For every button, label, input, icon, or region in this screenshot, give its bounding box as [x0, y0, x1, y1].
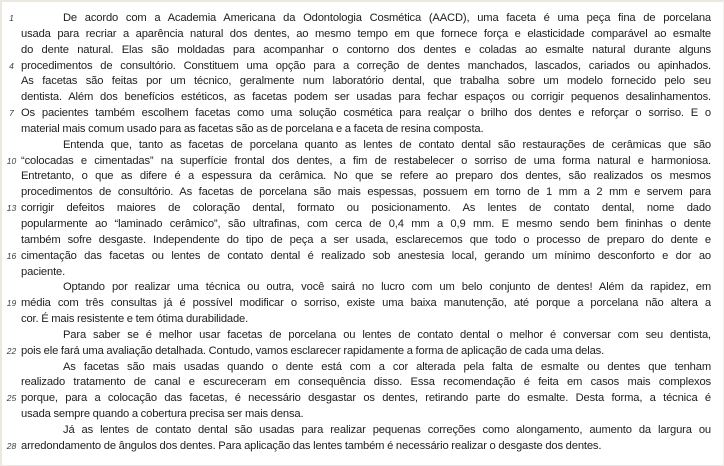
line-number: 1 — [9, 13, 14, 23]
text-line — [2, 90, 711, 106]
line-text: dentista. Além dos benefícios estéticos, as facetas podem ser usadas para fechar espaços ou corrigir pequenos desalinhamentos. — [21, 91, 711, 104]
text-line — [2, 201, 711, 217]
line-number: 7 — [9, 108, 14, 119]
line-text: paciente. — [21, 265, 66, 278]
text-line — [2, 154, 711, 170]
text-line — [2, 233, 711, 249]
line-text: também sofre desgaste. Independente do tipo de peça a ser usada, esclarecemos que todo o processo de preparo do dente e — [21, 233, 711, 246]
text-line — [2, 27, 711, 43]
text-line — [2, 328, 711, 344]
text-line — [2, 375, 711, 391]
line-text: pois ele fará uma avaliação detalhada. Contudo, vamos esclarecer rapidamente a forma de aplicação de cada uma delas. — [21, 344, 605, 357]
line-number: 28 — [6, 440, 17, 451]
text-line — [2, 249, 711, 265]
text-line — [2, 217, 711, 233]
text-line — [2, 423, 711, 439]
text-line — [2, 11, 711, 27]
line-text: material mais comum usado para as facetas são as de porcelana e a faceta de resina composta. — [21, 122, 484, 135]
line-text: Os pacientes também escolhem facetas como uma solução cosmética para realçar o brilho dos dentes e reforçar o sorriso. E o — [21, 107, 711, 120]
text-line — [2, 106, 711, 122]
line-number: 10 — [6, 155, 17, 166]
line-number: 22 — [6, 345, 17, 356]
line-text: do dente natural. Elas são moldadas para acompanhar o contorno dos dentes e coladas ao esmalte natural durante alguns — [21, 43, 711, 56]
text-lines — [2, 2, 723, 455]
line-text: Já as lentes de contato dental são usadas para realizar pequenas correções como alongamento, aumento da largura ou — [63, 423, 711, 436]
text-line — [2, 122, 711, 138]
line-text: Entretanto, o que as difere é a espessura da cerâmica. No que se refere ao preparo dos dentes, são realizados os mesmos — [21, 170, 711, 183]
line-text: “colocadas e cimentadas” na superfície frontal dos dentes, a fim de restabelecer o sorriso de uma forma natural e harmoniosa. — [21, 154, 711, 167]
line-text: As facetas são mais usadas quando o dente está com a cor alterada pela falta de esmalte ou dentes que tenham — [63, 360, 711, 373]
line-text: porque, para a colocação das facetas, é necessário desgastar os dentes, retirando parte do esmalte. Desta forma, a técnica é — [21, 392, 711, 405]
line-text: De acordo com a Academia Americana da Odontologia Cosmética (AACD), uma faceta é uma peça fina de porcelana — [63, 12, 711, 24]
line-number: 19 — [6, 298, 17, 309]
line-number: 16 — [6, 250, 17, 261]
line-text: arredondamento de ângulos dos dentes. Para aplicação das lentes também é necessário realizar o desgaste dos dentes. — [21, 439, 602, 452]
text-line — [2, 74, 711, 90]
text-line — [2, 169, 711, 185]
line-text: corrigir defeitos maiores de coloração dental, formato ou posicionamento. As lentes de contato dental, nome dado — [21, 202, 711, 215]
line-text: procedimentos de consultório. Constituem uma opção para a correção de dentes manchados, lascados, cariados ou apinhados. — [21, 59, 711, 72]
line-number: 4 — [9, 60, 14, 71]
text-line — [2, 391, 711, 407]
line-text: popularmente ao “laminado cerâmico”, são ultrafinas, com cerca de 0,4 mm a 0,9 mm. E mesmo sendo bem fininhas o dente — [21, 217, 711, 230]
text-line — [2, 43, 711, 59]
line-text: média com três consultas já é possível modificar o sorriso, existe uma baixa manutenção, até porque a porcelana não altera a — [21, 297, 711, 310]
text-line — [2, 344, 711, 360]
line-text: Para saber se é melhor usar facetas de porcelana ou lentes de contato dental o melhor é conversar com seu dentista, — [63, 328, 711, 341]
text-line — [2, 296, 711, 312]
text-line — [2, 407, 711, 423]
line-text: usada para recriar a aparência natural dos dentes, ao mesmo tempo em que fornece força e elasticidade comparável ao esmalte — [21, 27, 711, 40]
line-text: cor. É mais resistente e tem ótima durabilidade. — [21, 313, 249, 326]
line-text: Entenda que, tanto as facetas de porcelana quanto as lentes de contato dental são restaurações de cerâmicas que são — [63, 138, 711, 151]
line-number: 13 — [6, 203, 17, 214]
text-line — [2, 439, 711, 455]
text-line — [2, 59, 711, 75]
text-line — [2, 185, 711, 201]
line-number: 25 — [6, 393, 17, 404]
line-text: usada sempre quando a cobertura precisa ser mais densa. — [21, 408, 304, 421]
text-line — [2, 265, 711, 281]
text-line — [2, 312, 711, 328]
line-text: As facetas são feitas por um técnico, geralmente num laboratório dental, que trabalha sobre um modelo fornecido pelo seu — [21, 75, 711, 88]
text-line — [2, 280, 711, 296]
line-text: realizado tratamento de canal e escureceram em consequência disso. Essa recomendação é feita em casos mais complexos — [21, 376, 711, 389]
line-text: Optando por realizar uma técnica ou outra, você sairá no lucro com um belo conjunto de dentes! Além da rapidez, em — [63, 281, 711, 294]
text-line — [2, 138, 711, 154]
text-line — [2, 360, 711, 376]
line-text: cimentação das facetas ou lentes de contato dental é realizado sob anestesia local, gerando um mínimo desconforto e dor ao — [21, 249, 711, 262]
line-text: procedimentos de consultório. As facetas de porcelana são mais espessas, possuem em torno de 1 mm a 2 mm e servem para — [21, 186, 711, 199]
